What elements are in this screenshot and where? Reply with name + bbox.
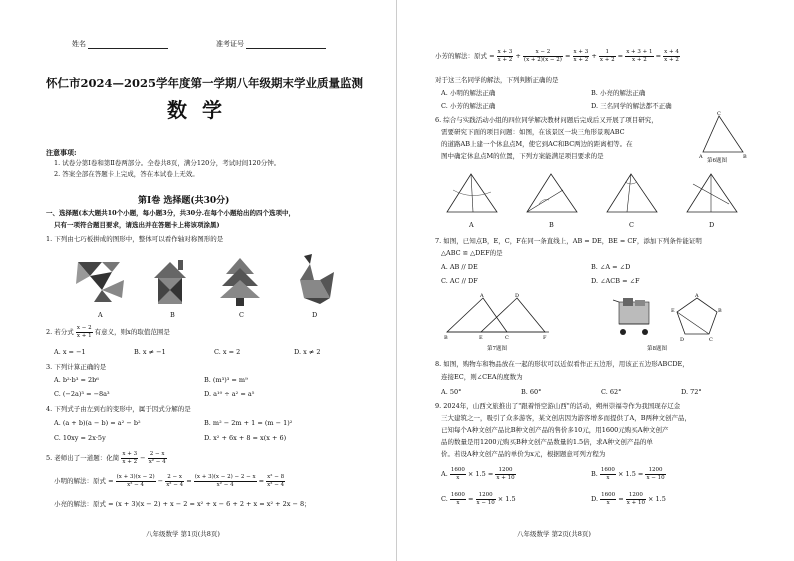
q9-c-right bbox=[476, 492, 496, 506]
q5-fang-f5-num: x + 3 + 1 bbox=[626, 49, 653, 55]
q7-figure bbox=[443, 292, 553, 342]
footer-left: 八年级数学 第1页(共8页) bbox=[146, 530, 220, 538]
q7-label-f: F bbox=[543, 335, 547, 341]
q8-label-d: D bbox=[680, 337, 685, 343]
q7-option-a: A. AB // DE bbox=[441, 263, 478, 271]
q2-stem-pre: 2. 若分式 bbox=[46, 328, 74, 336]
q5-ming-f2-den: x² − 4 bbox=[166, 481, 184, 488]
q2-option-a: A. x = −1 bbox=[54, 348, 86, 356]
q2-den: x + 1 bbox=[76, 332, 92, 339]
q4-options-row1 bbox=[54, 419, 334, 428]
exam-page-2 bbox=[397, 0, 794, 561]
q4-option-b: B. m² − 2m + 1 = (m − 1)² bbox=[204, 419, 293, 427]
q9-c-rn: 1200 bbox=[476, 492, 496, 500]
q2-stem-post: 有意义，则x的取值范围是 bbox=[94, 328, 170, 336]
q5-ask: 对于这三名同学的解法，下列判断正确的是 bbox=[435, 76, 559, 84]
q5-fang-f5-den: x + 2 bbox=[631, 56, 647, 63]
q9-line-1: 9. 2024年，山西文旅推出了"跟着悟空游山西"的活动，朔州崇福寺作为我国现存辽金 bbox=[435, 402, 681, 410]
q9-a-ln: 1600 bbox=[450, 467, 465, 473]
q9-a-right bbox=[495, 467, 515, 481]
q3-option-d: D. a¹⁰ ÷ a² = a⁵ bbox=[204, 390, 255, 398]
q8-option-a: A. 50° bbox=[441, 388, 462, 396]
q6-label-a: A bbox=[469, 221, 474, 229]
q1-figure-a bbox=[72, 254, 132, 309]
q5-ming-solution bbox=[54, 474, 285, 488]
section1-intro-2: 只有一项符合题目要求，请选出并在答题卡上将该项涂黑) bbox=[54, 221, 220, 229]
q7-label-d: D bbox=[515, 293, 520, 299]
q7-line-1: 7. 如图，已知点B，E，C，F在同一条直线上，AB = DE，BE = CF，添加下列条件能证明 bbox=[435, 237, 702, 245]
q8-pentagon-figure bbox=[671, 293, 723, 343]
q9-c-left bbox=[450, 492, 466, 506]
q2-option-b: B. x ≠ −1 bbox=[134, 348, 166, 356]
q5-stem-pre: 5. 老师出了一道题：化简 bbox=[46, 454, 120, 462]
q5-fang-frac-3 bbox=[573, 49, 590, 63]
q9-b-rn: 1200 bbox=[645, 467, 665, 475]
q1-label-a: A bbox=[98, 311, 103, 319]
q4-option-a: A. (a + b)(a − b) = a² − b² bbox=[54, 419, 141, 427]
q5-ming-eq-1: = bbox=[186, 477, 192, 485]
q5-ming-pre: 小明的解法：原式 = bbox=[54, 477, 114, 485]
q1-figure-c bbox=[216, 254, 266, 309]
q5-fang-solution bbox=[435, 49, 680, 63]
q9-d-tail: × 1.5 bbox=[648, 495, 666, 503]
q3-stem: 3. 下列计算正确的是 bbox=[46, 363, 107, 371]
q6-option-b-figure bbox=[523, 170, 583, 220]
q1-label-c: C bbox=[239, 311, 244, 319]
q6-line-2: 需要研究下面的项目问题：如图，在该景区一块三角形景观ABC bbox=[441, 128, 625, 136]
q8-label-e: E bbox=[671, 308, 675, 314]
q5-ming-frac-3 bbox=[194, 474, 257, 488]
q5-option-b: B. 小亮的解法正确 bbox=[591, 89, 646, 97]
q6-label-c: C bbox=[629, 221, 634, 229]
q9-option-b bbox=[591, 467, 666, 481]
q5-ming-eq-2: = bbox=[258, 477, 265, 485]
q9-c-ln: 1600 bbox=[450, 492, 465, 498]
q9-c-ld: x bbox=[456, 499, 460, 506]
q5-fang-eq-2: = bbox=[617, 52, 624, 60]
name-blank bbox=[88, 40, 168, 49]
q5-ming-f4-den: x² − 4 bbox=[267, 481, 285, 488]
q5-fang-plus-2: + bbox=[591, 52, 597, 60]
q9-c-tail: × 1.5 bbox=[497, 495, 516, 503]
section1-heading: 第Ⅰ卷 选择题(共30分) bbox=[138, 196, 230, 206]
q9-c-rd: x − 10 bbox=[476, 499, 495, 506]
q9-b-mid: × 1.5 = bbox=[618, 470, 644, 478]
q4-option-d: D. x² + 6x + 8 = x(x + 6) bbox=[204, 434, 287, 442]
q6-option-a-figure bbox=[443, 170, 503, 220]
q9-c-mid: = bbox=[467, 495, 474, 503]
q7-option-d: D. ∠ACB = ∠F bbox=[591, 277, 640, 285]
q5-ming-frac-2 bbox=[165, 474, 184, 488]
q9-line-4: 品的数量是用1200元购买B种文创产品数量的1.5倍，求A种文创产品的单 bbox=[441, 438, 653, 446]
notice-item-2: 2. 答案全部在答题卡上完成，答在本试卷上无效。 bbox=[54, 170, 199, 178]
q5-ming-frac-1 bbox=[116, 474, 156, 488]
q9-line-2: 三大建筑之一，吸引了众多游客，某文创店因为游客增多而提供了A，B两种文创产品， bbox=[441, 414, 691, 422]
q2-fraction bbox=[76, 325, 93, 339]
q5-fang-f1-num: x + 3 bbox=[497, 49, 513, 55]
q7-label-e: E bbox=[479, 335, 483, 341]
q7-option-b: B. ∠A = ∠D bbox=[591, 263, 631, 271]
q9-d-ln: 1600 bbox=[601, 492, 616, 498]
q6-line-4: 图中确定休息点M的位置，下列方案能满足项目要求的是 bbox=[441, 152, 604, 160]
q3-option-c: C. (−2a)³ = −8a³ bbox=[54, 390, 110, 398]
q5-fang-f1-den: x + 2 bbox=[497, 56, 513, 63]
exam-no-field bbox=[216, 40, 326, 49]
q5-fang-eq-1: = bbox=[565, 52, 571, 60]
q7-label-a: A bbox=[480, 293, 484, 299]
q5-fang-frac-1 bbox=[497, 49, 514, 63]
q9-line-5: 价。若设A种文创产品的单价为x元，根据题意可列方程为 bbox=[441, 450, 606, 458]
q6-fig-caption: 第6题图 bbox=[707, 158, 727, 164]
q8-label-b: B bbox=[718, 308, 722, 314]
name-label: 姓名 bbox=[72, 40, 86, 48]
shopping-cart-figure bbox=[609, 296, 659, 342]
q9-b-ld: x bbox=[606, 474, 610, 481]
q9-a-ld: x bbox=[456, 474, 460, 481]
q3-option-b: B. (m³)³ = m⁹ bbox=[204, 376, 248, 384]
q1-stem: 1. 下列由七巧板拼成的图形中，整体可以看作轴对称图形的是 bbox=[46, 235, 224, 243]
q2-option-c: C. x = 2 bbox=[214, 348, 241, 356]
q2-stem bbox=[46, 325, 170, 339]
name-field bbox=[72, 40, 168, 49]
q3-options-row2 bbox=[54, 390, 324, 399]
q5-frac-1 bbox=[121, 451, 138, 465]
exam-no-blank bbox=[246, 40, 326, 49]
q5-f2-den: x² − 4 bbox=[148, 458, 166, 465]
q5-stem bbox=[46, 451, 167, 465]
q9-d-right bbox=[626, 492, 646, 506]
q9-d-rd: x + 10 bbox=[626, 499, 645, 506]
q6-vertex-a: A bbox=[699, 154, 703, 160]
q2-num: x − 2 bbox=[76, 325, 92, 331]
q5-ming-f3-den: x² − 4 bbox=[216, 481, 234, 488]
q9-a-mid: × 1.5 = bbox=[467, 470, 494, 478]
q5-frac-2 bbox=[148, 451, 167, 465]
q5-liang-solution: 小亮的解法：原式 = (x + 3)(x − 2) + x − 2 = x² + x − 6 + 2 + x = x² + 2x − 8； bbox=[54, 500, 311, 508]
q5-fang-f4-den: x + 2 bbox=[599, 56, 615, 63]
q9-a-label: A. bbox=[441, 470, 448, 478]
q5-fang-f6-den: x + 2 bbox=[664, 56, 679, 63]
footer-right: 八年级数学 第2页(共8页) bbox=[517, 530, 591, 538]
q9-d-label: D. bbox=[591, 495, 599, 503]
q9-a-rn: 1200 bbox=[495, 467, 515, 475]
q5-ming-f3-num: (x + 3)(x − 2) − 2 − x bbox=[194, 474, 256, 480]
q9-b-right bbox=[645, 467, 665, 481]
q4-options-row2 bbox=[54, 434, 334, 443]
exam-title: 怀仁市2024—2025学年度第一学期八年级期末学业质量监测 bbox=[46, 76, 364, 90]
q1-figure-b bbox=[148, 254, 198, 309]
q5-fang-frac-5 bbox=[625, 49, 653, 63]
q5-fang-f4-num: 1 bbox=[599, 49, 616, 57]
q9-line-3: 已知每个A种文创产品比B种文创产品的售价多10元，用1600元购买A种文创产 bbox=[441, 426, 669, 434]
q5-fang-frac-2 bbox=[523, 49, 563, 63]
q7-options-row2 bbox=[441, 277, 671, 286]
q2-options bbox=[54, 348, 334, 357]
q5-f1-den: x + 2 bbox=[122, 458, 138, 465]
q9-option-d bbox=[591, 492, 666, 506]
q7-label-b: B bbox=[444, 335, 448, 341]
q5-ming-f4-num: x² − 8 bbox=[267, 474, 285, 480]
q9-a-rd: x + 10 bbox=[496, 474, 515, 481]
q8-options bbox=[441, 388, 721, 397]
q9-option-a bbox=[441, 467, 516, 481]
q5-fang-frac-4 bbox=[599, 49, 616, 63]
q7-option-c: C. AC // DF bbox=[441, 277, 478, 285]
q5-fang-pre: 小芳的解法：原式 = bbox=[435, 52, 495, 60]
q9-c-label: C. bbox=[441, 495, 448, 503]
q9-d-ld: x bbox=[606, 499, 610, 506]
q8-option-d: D. 72° bbox=[681, 388, 702, 396]
q9-b-left bbox=[600, 467, 616, 481]
q8-option-b: B. 60° bbox=[521, 388, 542, 396]
q5-option-c: C. 小芳的解法正确 bbox=[441, 102, 496, 110]
q8-option-c: C. 62° bbox=[601, 388, 622, 396]
q6-vertex-c: C bbox=[717, 111, 721, 117]
notice-heading: 注意事项: bbox=[46, 148, 77, 157]
q5-ming-mid: − bbox=[157, 477, 164, 485]
q6-option-d-figure bbox=[683, 170, 743, 220]
q4-stem: 4. 下列式子由左到右的变形中，属于因式分解的是 bbox=[46, 405, 191, 413]
q1-figure-d bbox=[290, 250, 340, 308]
q7-options-row1 bbox=[441, 263, 671, 272]
q5-fang-frac-6 bbox=[663, 49, 680, 63]
q6-label-d: D bbox=[709, 221, 715, 229]
q6-line-1: 6. 综合与实践活动小组的四位同学解决教材问题后完成后又开展了项目研究， bbox=[435, 116, 658, 124]
q8-line-2: 连接EC，则∠CEA的度数为 bbox=[441, 373, 523, 381]
q9-option-c bbox=[441, 492, 516, 506]
q9-d-mid: = bbox=[618, 495, 624, 503]
q9-d-left bbox=[600, 492, 616, 506]
q5-options-row2 bbox=[441, 102, 711, 111]
q5-ming-f1-den: x² − 4 bbox=[127, 481, 145, 488]
q5-ming-f1-num: (x + 3)(x − 2) bbox=[116, 474, 155, 480]
exam-no-label: 准考证号 bbox=[216, 40, 244, 48]
q7-label-c: C bbox=[505, 335, 509, 341]
q5-fang-f2-den: (x + 2)(x − 2) bbox=[523, 56, 562, 63]
q8-label-c: C bbox=[709, 337, 713, 343]
q5-fang-eq-3: = bbox=[655, 52, 662, 60]
q6-label-b: B bbox=[549, 221, 554, 229]
q5-f1-num: x + 3 bbox=[122, 451, 138, 457]
q9-b-ln: 1600 bbox=[600, 467, 615, 473]
q8-fig-caption: 第8题图 bbox=[647, 346, 667, 352]
q5-fang-f3-num: x + 3 bbox=[573, 49, 589, 55]
q5-f2-num: 2 − x bbox=[148, 451, 167, 459]
q6-option-c-figure bbox=[603, 170, 663, 220]
q5-fang-f3-den: x + 2 bbox=[573, 56, 589, 63]
q1-label-b: B bbox=[170, 311, 175, 319]
q6-line-3: 的道路AB上建一个休息点M，使它到AC和BC两边的距离相等。在 bbox=[441, 140, 633, 148]
q5-fang-f6-num: x + 4 bbox=[664, 49, 679, 55]
q5-options-row1 bbox=[441, 89, 711, 98]
q5-ming-frac-4 bbox=[266, 474, 285, 488]
q2-option-d: D. x ≠ 2 bbox=[294, 348, 321, 356]
q8-label-a: A bbox=[695, 293, 699, 299]
q9-b-rd: x − 10 bbox=[646, 474, 665, 481]
q6-main-figure bbox=[699, 112, 749, 160]
q1-label-d: D bbox=[312, 311, 318, 319]
q4-option-c: C. 10xy = 2x·5y bbox=[54, 434, 106, 442]
q5-minus: − bbox=[140, 454, 146, 462]
q9-b-label: B. bbox=[591, 470, 598, 478]
q3-options-row1 bbox=[54, 376, 324, 385]
q5-option-d: D. 三名同学的解法都不正确 bbox=[591, 102, 672, 110]
q3-option-a: A. b²·b³ = 2b⁶ bbox=[54, 376, 99, 384]
q5-fang-plus: + bbox=[515, 52, 521, 60]
q5-ming-f2-num: 2 − x bbox=[165, 474, 184, 482]
section1-intro-1: 一、选择题(本大题共10个小题，每小题3分，共30分.在每个小题给出的四个选项中， bbox=[46, 209, 295, 217]
notice-item-1: 1. 试卷分第Ⅰ卷和第Ⅱ卷两部分。全卷共8页，满分120分，考试时间120分钟。 bbox=[54, 159, 281, 167]
q5-option-a: A. 小明的解法正确 bbox=[441, 89, 496, 97]
q9-d-rn: 1200 bbox=[626, 492, 646, 500]
q5-fang-f2-num: x − 2 bbox=[523, 49, 563, 57]
q9-a-left bbox=[450, 467, 466, 481]
q7-line-2: △ABC ≌ △DEF的是 bbox=[441, 249, 503, 257]
q6-vertex-b: B bbox=[743, 154, 747, 160]
q8-line-1: 8. 如图，购物车和物品放在一起的形状可以近似看作正五边形，用该正五边形ABCDE， bbox=[435, 360, 689, 368]
subject-title: 数 学 bbox=[167, 98, 226, 122]
q7-fig-caption: 第7题图 bbox=[487, 346, 507, 352]
